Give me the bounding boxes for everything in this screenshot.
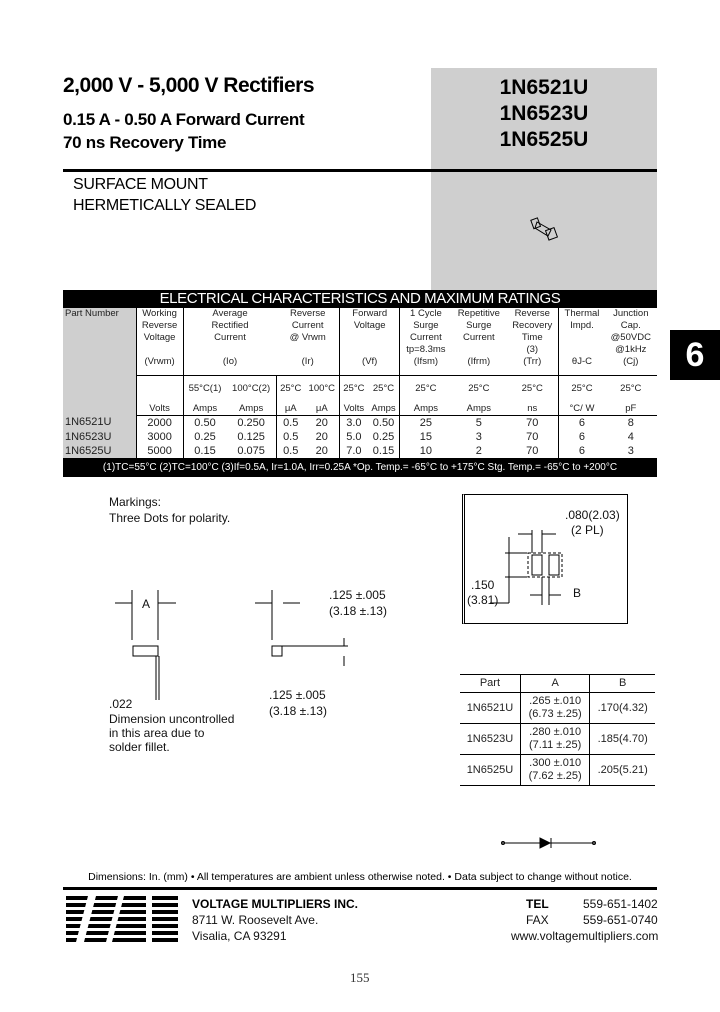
value-cell: 70 xyxy=(526,444,539,457)
dim-part: 1N6523U xyxy=(460,724,520,755)
header-line: Average xyxy=(212,308,248,319)
value-cell: 2000 xyxy=(136,415,183,430)
value-cell: 0.50 xyxy=(183,415,226,430)
part-number-cell: 1N6525U xyxy=(63,444,136,458)
col-header-recovery-time xyxy=(506,308,559,375)
dim-row xyxy=(460,724,655,755)
fax-label: FAX xyxy=(526,913,549,927)
part-number-cell: 1N6523U xyxy=(63,430,136,444)
header-line: @1kHz xyxy=(615,344,647,355)
header-line: Reverse xyxy=(141,320,178,331)
header-line: Current xyxy=(291,320,324,331)
header-symbol: (Ifsm) xyxy=(413,356,439,367)
header-symbol: (Vrwm) xyxy=(144,356,175,367)
header-symbol: (Vf) xyxy=(362,356,378,367)
dim-header: B xyxy=(590,675,655,693)
header-line: Surge xyxy=(466,320,492,331)
header-line: Time xyxy=(521,332,543,343)
header-divider xyxy=(63,169,657,172)
value-cell: 0.125 xyxy=(237,430,265,443)
dim-note-line: solder fillet. xyxy=(109,740,170,754)
diode-package-icon xyxy=(529,216,563,246)
dim-b: .170(4.32) xyxy=(590,693,655,724)
table-row xyxy=(63,444,657,458)
unit-cell: Amps xyxy=(466,402,491,414)
table-title: ELECTRICAL CHARACTERISTICS AND MAXIMUM RATINGS xyxy=(63,290,657,308)
value-cell: 20 xyxy=(305,415,340,430)
header-line: Recovery xyxy=(512,320,553,331)
dim-length-mm: (3.18 ±.13) xyxy=(329,604,387,618)
dim-part: 1N6521U xyxy=(460,693,520,724)
value-cell: 2 xyxy=(475,444,482,457)
value-cell: 3 xyxy=(475,430,482,443)
header-line: tp=8.3ms xyxy=(406,344,446,355)
dim-height-mm: (3.18 ±.13) xyxy=(269,704,327,718)
part-number-cell: 1N6521U xyxy=(63,415,136,430)
part-number: 1N6521U xyxy=(499,76,589,99)
value-cell: 4 xyxy=(627,430,634,443)
part-number: 1N6525U xyxy=(499,128,589,151)
pad-height-in: .150 xyxy=(471,578,495,592)
unit-cell: Amps xyxy=(183,395,226,415)
part-number: 1N6523U xyxy=(499,102,589,125)
subtitle-recovery: 70 ns Recovery Time xyxy=(63,133,227,152)
header-line: Voltage xyxy=(143,332,176,343)
dim-b: .185(4.70) xyxy=(590,724,655,755)
pad-layout-box xyxy=(462,494,628,624)
header-line: Surge xyxy=(413,320,439,331)
condition-cell: 25°C xyxy=(368,375,400,395)
section-tab: 6 xyxy=(670,330,720,380)
value-cell: 0.25 xyxy=(372,430,395,443)
condition-cell: 25°C xyxy=(605,375,657,395)
dim-part: 1N6525U xyxy=(460,755,520,786)
markings-text: Three Dots for polarity. xyxy=(109,511,231,525)
page-title: 2,000 V - 5,000 V Rectifiers xyxy=(63,74,314,97)
condition-cell: 25°C xyxy=(276,375,304,395)
header-symbol: (Io) xyxy=(222,356,238,367)
tel-number: 559-651-1402 xyxy=(583,897,658,911)
dim-row xyxy=(460,755,655,786)
dim-row xyxy=(460,693,655,724)
header-symbol: (Ir) xyxy=(301,356,314,367)
dim-header: Part xyxy=(460,675,520,693)
company-name: VOLTAGE MULTIPLIERS INC. xyxy=(192,897,358,911)
condition-cell: 25°C xyxy=(506,375,559,395)
dim-label-a: A xyxy=(142,597,151,611)
value-cell: 70 xyxy=(526,430,539,443)
header-line: @50VDC xyxy=(610,332,651,343)
condition-cell: 25°C xyxy=(340,375,368,395)
spacer xyxy=(276,344,339,356)
unit-cell: μA xyxy=(276,395,304,415)
dim-a xyxy=(520,724,590,755)
unit-cell: Amps xyxy=(400,395,452,415)
condition-cell xyxy=(136,375,183,395)
header-line: Voltage xyxy=(353,320,386,331)
dim-note xyxy=(109,712,234,754)
header-symbol: (Ifrm) xyxy=(467,356,491,367)
dimension-drawing xyxy=(100,590,360,700)
company-address: 8711 W. Roosevelt Ave. xyxy=(192,913,319,927)
col-header-thermal-impedance xyxy=(559,308,605,375)
value-cell: 70 xyxy=(506,415,559,430)
unit-cell: μA xyxy=(315,402,328,414)
header-line: Working xyxy=(142,308,177,319)
dim-note-line: in this area due to xyxy=(109,726,205,740)
dim-a-mm: (6.73 ±.25) xyxy=(528,708,582,720)
part-number-panel xyxy=(431,68,657,290)
col-header-junction-capacitance xyxy=(605,308,657,375)
unit-cell: pF xyxy=(625,402,637,414)
spacer xyxy=(340,332,399,356)
value-cell: 6 xyxy=(559,415,605,430)
header-line: Current xyxy=(462,332,495,343)
header-line: (3) xyxy=(526,344,539,355)
dim-header: A xyxy=(520,675,590,693)
condition-cell: 100°C(2) xyxy=(226,375,276,395)
spacer xyxy=(184,344,277,356)
dim-a-in: .300 ±.010 xyxy=(529,757,582,769)
value-cell: 0.50 xyxy=(368,415,400,430)
header-line: Reverse xyxy=(514,308,550,319)
diode-symbol-icon xyxy=(500,836,600,850)
value-cell: 3 xyxy=(627,444,634,457)
value-cell: 6 xyxy=(559,430,605,444)
condition-cell: 25°C xyxy=(559,375,605,395)
dim-b: .205(5.21) xyxy=(590,755,655,786)
dim-length-in: .125 ±.005 xyxy=(329,588,386,602)
tel-label: TEL xyxy=(526,897,549,911)
table-footnote: (1)TC=55°C (2)TC=100°C (3)If=0.5A, Ir=1.0A, Irr=0.25A *Op. Temp.= -65°C to +175°C Stg. Temp.= -65°C to +200°C xyxy=(63,458,657,477)
footer-note: Dimensions: In. (mm) • All temperatures are ambient unless otherwise noted. • Data subject to change without notice. xyxy=(88,871,632,883)
header-line: @ Vrwm xyxy=(289,332,326,343)
value-cell: 0.250 xyxy=(226,415,276,430)
dim-022: .022 xyxy=(109,697,133,711)
col-header-reverse-current xyxy=(276,308,339,375)
table-row xyxy=(63,415,657,430)
pad-height-mm: (3.81) xyxy=(467,593,499,607)
dim-a-in: .280 ±.010 xyxy=(529,726,582,738)
fax-number: 559-651-0740 xyxy=(583,913,658,927)
header-line: Repetitive xyxy=(457,308,500,319)
footer-rule xyxy=(63,887,657,890)
header-line: Junction xyxy=(613,308,649,319)
header-line: Cap. xyxy=(620,320,641,331)
unit-cell: Amps xyxy=(371,402,396,414)
unit-cell: Volts xyxy=(136,395,183,415)
value-cell: 0.075 xyxy=(237,444,265,457)
header-symbol: (Trr) xyxy=(523,356,542,367)
unit-cell: Amps xyxy=(238,402,264,414)
value-cell: 3.0 xyxy=(340,415,368,430)
header-symbol: θJ-C xyxy=(571,356,592,367)
spacer xyxy=(559,332,604,356)
spacer xyxy=(137,344,183,356)
spacer xyxy=(451,344,506,356)
value-cell: 0.15 xyxy=(372,444,395,457)
value-cell: 0.5 xyxy=(276,444,304,458)
company-logo xyxy=(66,896,178,942)
col-header-rectified-current xyxy=(183,308,276,375)
dimension-table xyxy=(460,674,655,786)
value-cell: 0.25 xyxy=(183,430,226,444)
header-line: Thermal xyxy=(564,308,600,319)
dim-a xyxy=(520,693,590,724)
part-cell xyxy=(63,395,136,415)
header-line: Forward xyxy=(352,308,388,319)
condition-cell: 25°C xyxy=(400,375,452,395)
dim-a-mm: (7.62 ±.25) xyxy=(528,770,582,782)
value-cell: 20 xyxy=(315,430,328,443)
header-line: Impd. xyxy=(570,320,594,331)
dim-a-in: .265 ±.010 xyxy=(529,695,582,707)
header-line: Current xyxy=(214,332,246,343)
header-symbol: (Cj) xyxy=(623,356,639,367)
condition-cell: 100°C xyxy=(305,375,340,395)
unit-cell: Volts xyxy=(340,395,368,415)
pad-width: .080(2.03) xyxy=(565,508,620,522)
dim-note-line: Dimension uncontrolled xyxy=(109,712,235,726)
value-cell: 15 xyxy=(400,430,452,444)
value-cell: 5000 xyxy=(136,444,183,458)
dim-a xyxy=(520,755,590,786)
dim-a-mm: (7.11 ±.25) xyxy=(528,739,582,751)
table-row xyxy=(63,430,657,444)
dim-label-b: B xyxy=(573,586,582,600)
electrical-characteristics-table xyxy=(63,290,657,477)
package-seal: HERMETICALLY SEALED xyxy=(73,197,257,214)
value-cell: 5 xyxy=(451,415,506,430)
value-cell: 10 xyxy=(400,444,452,458)
col-header-repetitive-surge xyxy=(451,308,506,375)
col-header-working-voltage xyxy=(136,308,183,375)
condition-cell: 55°C(1) xyxy=(183,375,226,395)
header-line: Reverse xyxy=(290,308,326,319)
website-link[interactable]: www.voltagemultipliers.com xyxy=(511,929,659,943)
value-cell: 20 xyxy=(315,444,328,457)
pad-count: (2 PL) xyxy=(571,523,604,537)
value-cell: 0.5 xyxy=(276,415,304,430)
unit-cell: °C/ W xyxy=(559,395,605,415)
part-number-header: Part Number xyxy=(63,308,136,375)
company-city: Visalia, CA 93291 xyxy=(192,929,287,943)
markings-label: Markings: xyxy=(109,495,162,509)
header-line: Current xyxy=(410,332,442,343)
dim-height-in: .125 ±.005 xyxy=(269,688,326,702)
value-cell: 0.5 xyxy=(276,430,304,444)
value-cell: 6 xyxy=(559,444,605,458)
value-cell: 7.0 xyxy=(340,444,368,458)
unit-cell: ns xyxy=(527,402,538,414)
part-cell xyxy=(63,375,136,395)
header-line: Rectified xyxy=(211,320,249,331)
page-number: 155 xyxy=(350,970,370,985)
value-cell: 5.0 xyxy=(340,430,368,444)
value-cell: 25 xyxy=(400,415,452,430)
col-header-surge-current xyxy=(400,308,452,375)
package-type: SURFACE MOUNT xyxy=(73,176,208,193)
col-header-forward-voltage xyxy=(340,308,400,375)
value-cell: 3000 xyxy=(136,430,183,444)
value-cell: 8 xyxy=(605,415,657,430)
condition-cell: 25°C xyxy=(451,375,506,395)
header-line: 1 Cycle xyxy=(410,308,442,319)
subtitle-current: 0.15 A - 0.50 A Forward Current xyxy=(63,110,305,129)
value-cell: 0.15 xyxy=(183,444,226,458)
